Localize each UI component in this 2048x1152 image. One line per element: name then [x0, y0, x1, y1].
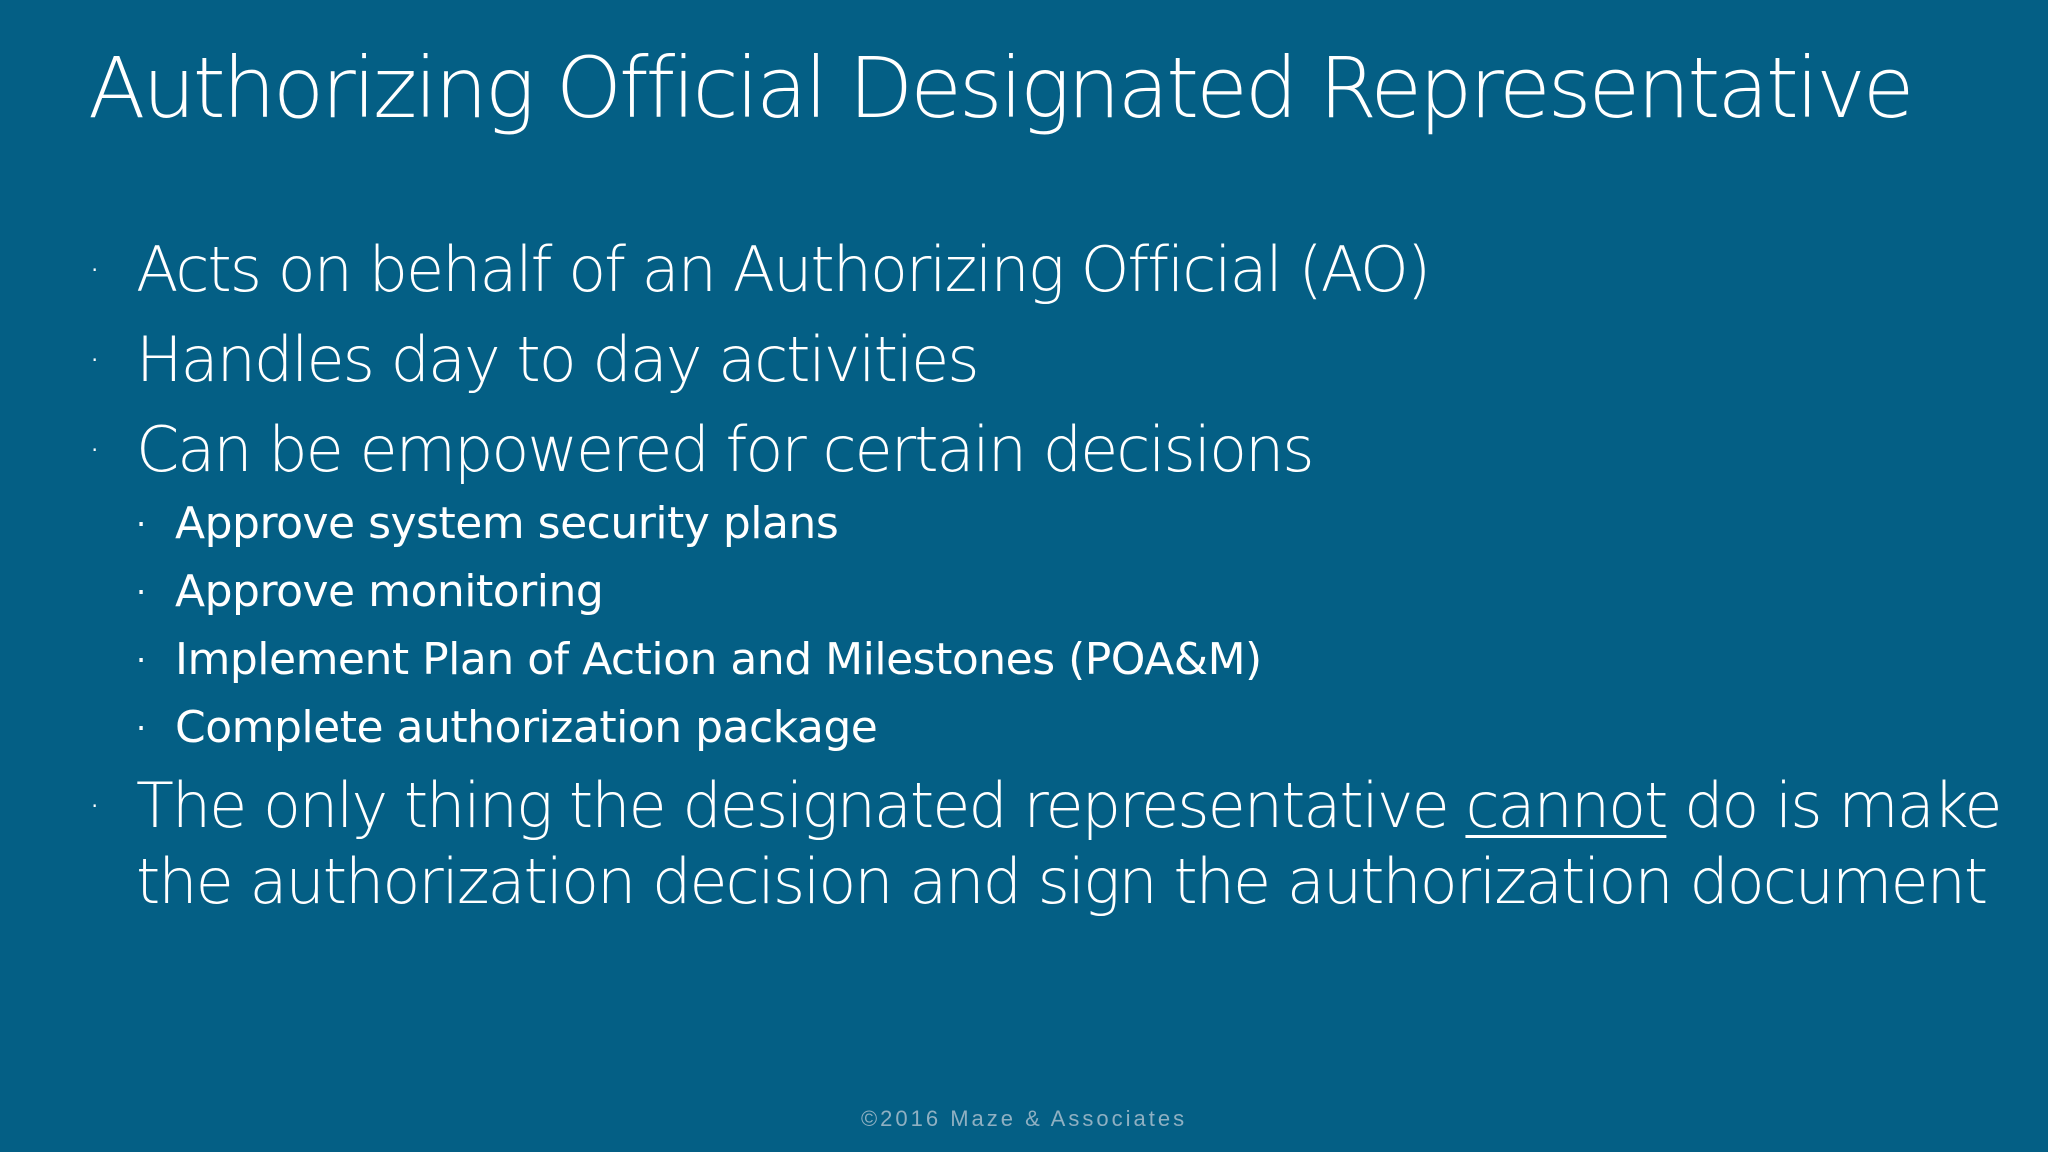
bullet-item — [88, 322, 2018, 398]
bullet-text: Handles day to day activities — [136, 323, 978, 396]
sub-bullet-text: Approve system security plans — [175, 498, 839, 549]
sub-bullet-text: Implement Plan of Action and Milestones (POA&M) — [175, 634, 1262, 685]
final-bullet-before: The only thing the designated representative — [136, 769, 1466, 842]
bullet-text: Acts on behalf of an Authorizing Official (AO) — [136, 233, 1430, 306]
bullet-list — [88, 232, 2018, 934]
bullet-icon: · — [88, 335, 100, 384]
final-bullet-after: do is make the authorization decision and sign the authorization document — [136, 769, 2001, 918]
sub-bullet-item — [88, 564, 2018, 620]
sub-bullet-text: Approve monitoring — [175, 566, 604, 617]
sub-bullet-text: Complete authorization package — [175, 702, 878, 753]
emphasis-cannot: cannot — [1465, 769, 1667, 842]
sub-bullet-item — [88, 700, 2018, 756]
copyright-footer: ©2016 Maze & Associates — [860, 1106, 1188, 1131]
slide-title: Authorizing Official Designated Representative — [88, 39, 1912, 137]
sub-bullet-icon: · — [136, 641, 146, 679]
sub-bullet-icon: · — [136, 709, 146, 747]
final-bullet-text — [136, 769, 2001, 918]
bullet-item — [88, 232, 2018, 308]
bullet-icon: · — [88, 781, 100, 830]
bullet-icon: · — [88, 245, 100, 294]
sub-bullet-icon: · — [136, 505, 146, 543]
sub-bullet-list — [88, 496, 2018, 756]
bullet-icon: · — [88, 425, 100, 474]
bullet-item-final — [88, 768, 2018, 920]
sub-bullet-item — [88, 496, 2018, 552]
bullet-item — [88, 412, 2018, 488]
bullet-text: Can be empowered for certain decisions — [136, 413, 1313, 486]
sub-bullet-icon: · — [136, 573, 146, 611]
sub-bullet-item — [88, 632, 2018, 688]
